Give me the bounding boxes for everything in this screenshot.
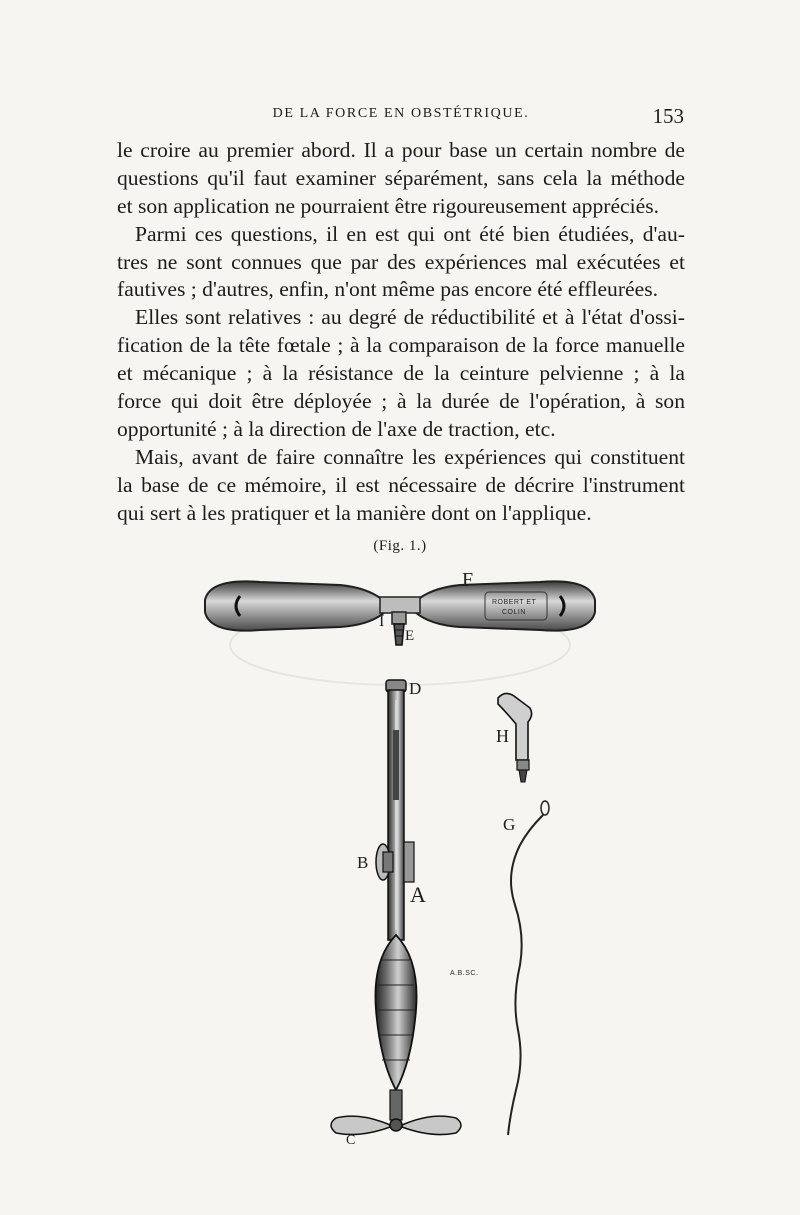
maker-mark-line2: COLIN [502, 609, 526, 616]
running-title: DE LA FORCE EN OBSTÉTRIQUE. [272, 106, 530, 121]
label-a: A [410, 882, 426, 907]
instrument-figure [0, 555, 800, 1195]
text-line: tres ne sont connues que par des expériences mal exécutées et [117, 249, 685, 274]
traction-cord [508, 801, 549, 1135]
text-line: et son application ne pourraient être rigoureusement appréciés. [117, 193, 660, 218]
butterfly-nut [331, 1116, 461, 1134]
label-i: I [379, 613, 385, 630]
label-d: D [409, 679, 422, 698]
lower-grip [375, 935, 416, 1120]
label-e: E [405, 628, 415, 644]
figure-caption: (Fig. 1.) [373, 538, 427, 554]
text-line: questions qu'il faut examiner séparément, sans cela la méthode [117, 165, 685, 190]
traction-tube [386, 680, 406, 940]
label-c: C [346, 1133, 356, 1148]
text-line: force qui doit être déployée ; à la durée de l'opération, à son [117, 389, 685, 414]
central-screw [392, 612, 406, 645]
text-line: le croire au premier abord. Il a pour base un certain nombre de [117, 138, 685, 162]
label-h: H [496, 726, 509, 746]
maker-mark-line1: ROBERT ET [492, 599, 537, 606]
label-b: B [357, 853, 369, 872]
text-line: Elles sont relatives : au degré de réductibilité et à l'état d'ossi- [135, 305, 685, 330]
text-line: la base de ce mémoire, il est nécessaire de décrire l'instrument [117, 472, 685, 497]
running-head [118, 104, 684, 128]
label-f: F [462, 569, 474, 591]
text-line: fautives ; d'autres, enfin, n'ont même pas encore été effleurées. [117, 277, 659, 302]
text-line: et mécanique ; à la résistance de la ceinture pelvienne ; à la [117, 361, 685, 386]
label-g: G [503, 815, 516, 834]
engraver-mark: A.B.SC. [450, 970, 479, 977]
body-text [117, 137, 685, 527]
page-number: 153 [652, 104, 684, 128]
text-line: opportunité ; à la direction de l'axe de traction, etc. [117, 416, 556, 441]
instrument-illustration [0, 555, 800, 1195]
text-line: Mais, avant de faire connaître les expériences qui constituent [135, 444, 685, 469]
text-line: fication de la tête fœtale ; à la comparaison de la force manuelle [117, 333, 685, 358]
text-line: qui sert à les pratiquer et la manière dont on l'applique. [117, 500, 592, 525]
text-line: Parmi ces questions, il en est qui ont été bien étudiées, d'au- [135, 221, 685, 246]
